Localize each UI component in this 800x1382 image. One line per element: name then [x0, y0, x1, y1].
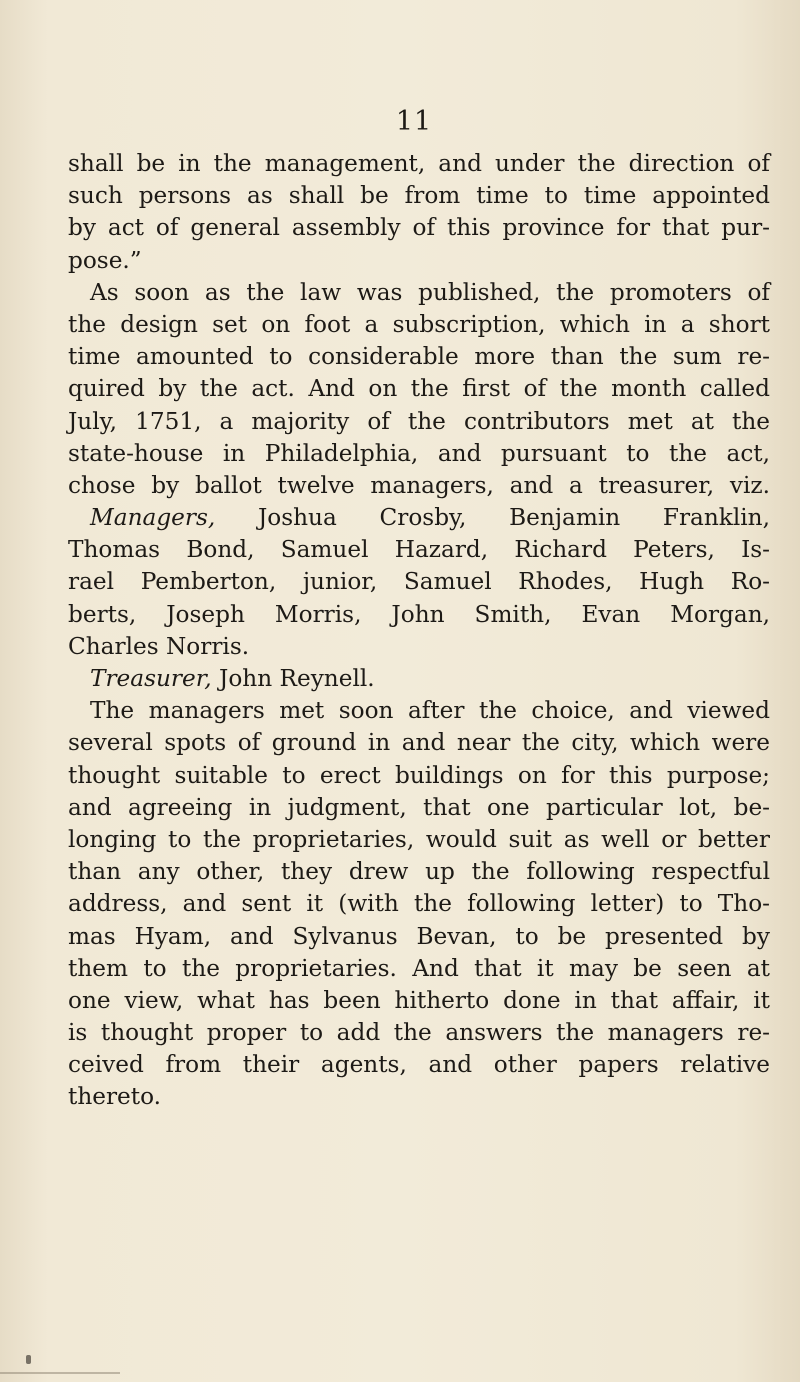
- text-line: them to the proprietaries. And that it may be seen at: [68, 954, 770, 982]
- text-line: thought suitable to erect buildings on for this purpose;: [68, 761, 770, 789]
- text-line: Charles Norris.: [68, 632, 250, 660]
- text-line: rael Pemberton, junior, Samuel Rhodes, Hugh Ro-: [68, 568, 770, 596]
- page-number: 11: [395, 106, 433, 137]
- managers-names-start: Joshua Crosby, Benjamin Franklin,: [257, 504, 770, 532]
- text-line: July, 1751, a majority of the contributors met at the: [68, 407, 770, 435]
- text-line: berts, Joseph Morris, John Smith, Evan Morgan,: [68, 600, 770, 628]
- text-line: address, and sent it (with the following letter) to Tho-: [68, 890, 770, 918]
- body-text: [68, 148, 770, 1114]
- text-line: ceived from their agents, and other papers relative: [68, 1051, 770, 1079]
- text-line: the design set on foot a subscription, which in a short: [68, 310, 770, 338]
- managers-line: [68, 502, 770, 534]
- text-line: state-house in Philadelphia, and pursuant to the act,: [68, 439, 770, 467]
- text-line: mas Hyam, and Sylvanus Bevan, to be presented by: [68, 922, 770, 950]
- ink-speck: [26, 1355, 31, 1364]
- text-line: such persons as shall be from time to time appointed: [68, 182, 770, 210]
- text-line: one view, what has been hitherto done in that affair, it: [68, 986, 770, 1014]
- text-line: by act of general assembly of this province for that pur-: [68, 214, 770, 242]
- text-line: time amounted to considerable more than the sum re-: [68, 343, 770, 371]
- text-line: longing to the proprietaries, would suit as well or better: [68, 825, 770, 853]
- text-line: pose.”: [68, 246, 142, 274]
- text-line: Thomas Bond, Samuel Hazard, Richard Peters, Is-: [68, 536, 770, 564]
- text-line: The managers met soon after the choice, and viewed: [90, 697, 770, 725]
- managers-label: Managers,: [90, 504, 216, 532]
- text-line: chose by ballot twelve managers, and a treasurer, viz.: [68, 471, 770, 499]
- page-edge-mark: [0, 1372, 120, 1374]
- text-line: As soon as the law was published, the promoters of: [90, 278, 770, 306]
- text-line: several spots of ground in and near the city, which were: [68, 729, 770, 757]
- text-line: than any other, they drew up the following respectful: [68, 858, 770, 886]
- text-line: and agreeing in judgment, that one particular lot, be-: [68, 793, 770, 821]
- treasurer-name: John Reynell.: [219, 665, 375, 692]
- text-line: is thought proper to add the answers the managers re-: [68, 1019, 770, 1047]
- treasurer-label: Treasurer,: [90, 665, 212, 692]
- text-line: thereto.: [68, 1083, 162, 1111]
- treasurer-line: [68, 663, 770, 695]
- text-line: shall be in the management, and under the direction of: [68, 150, 770, 177]
- text-line: quired by the act. And on the first of the month called: [68, 375, 770, 403]
